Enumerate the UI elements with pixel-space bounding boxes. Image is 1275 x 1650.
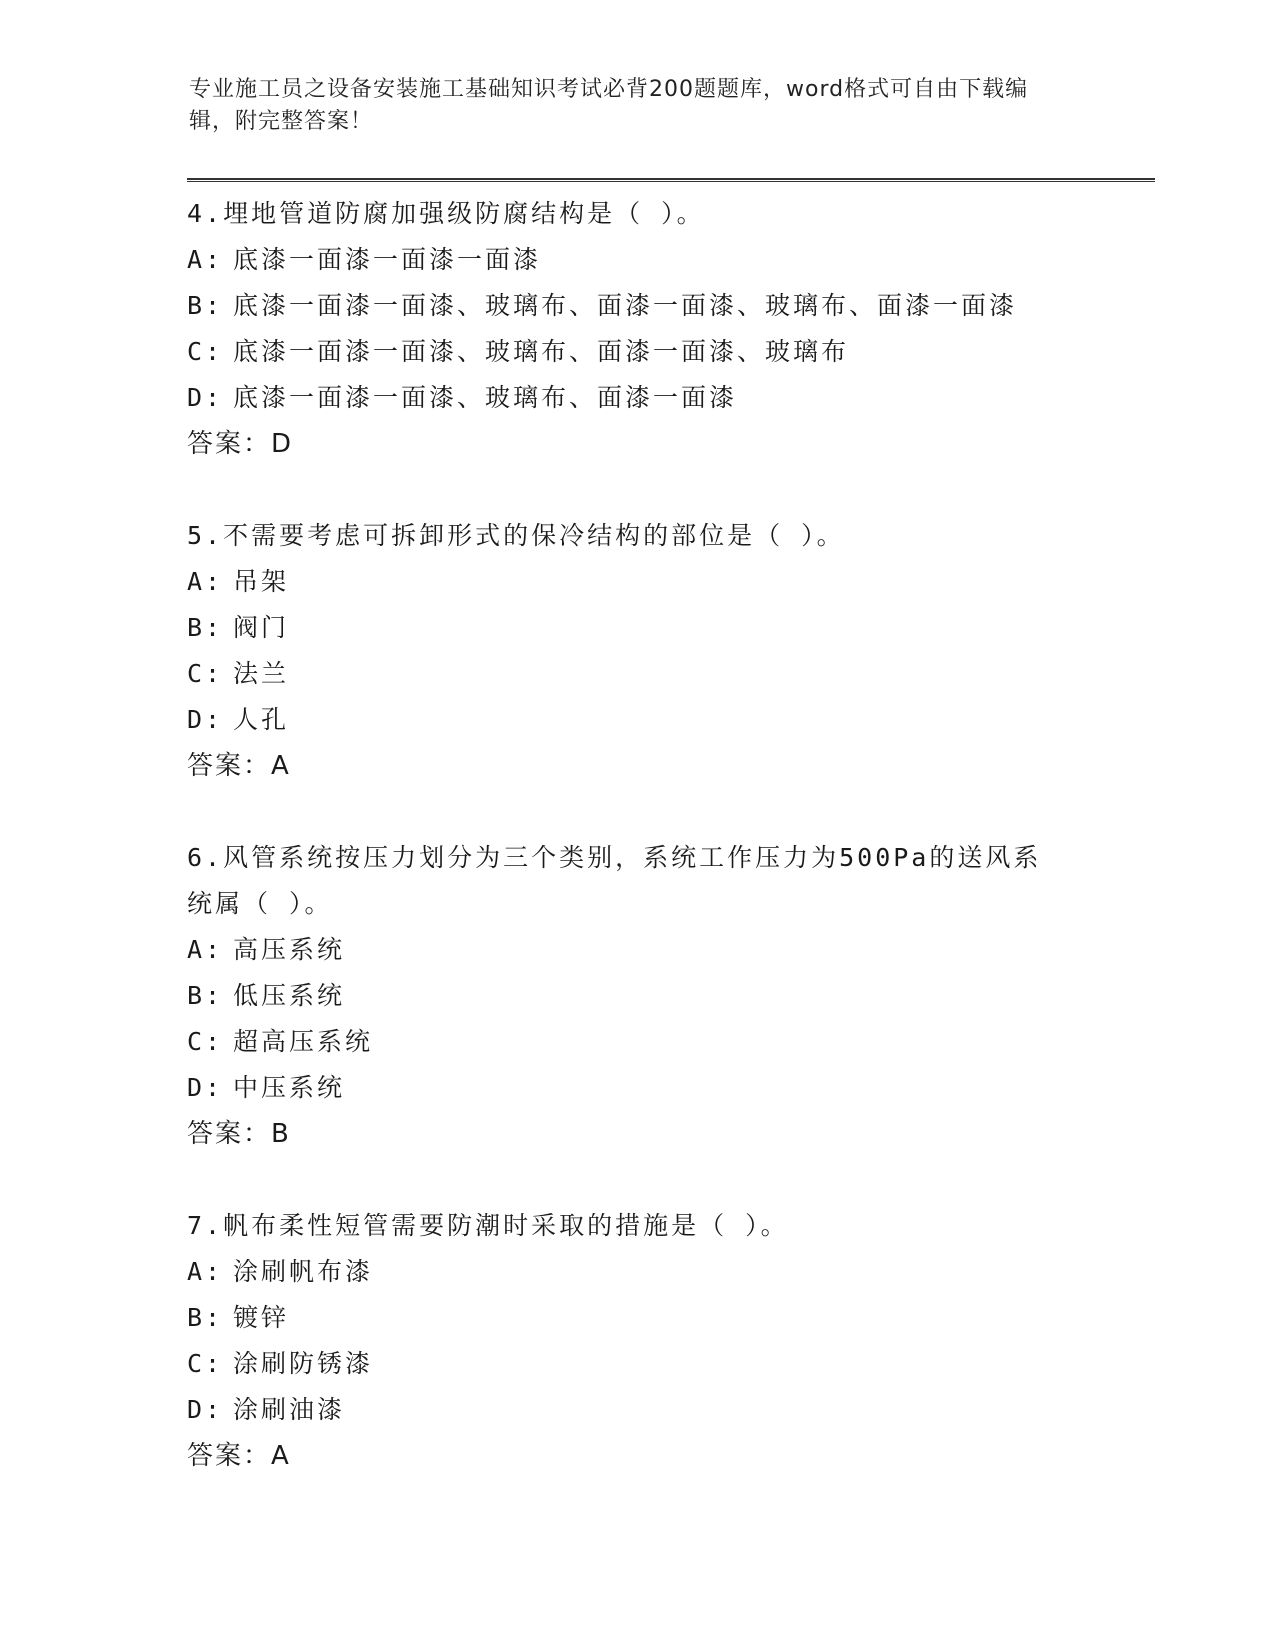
option-a bbox=[187, 237, 1087, 283]
option-text: 底漆一面漆一面漆、玻璃布、面漆一面漆、玻璃布、面漆一面漆 bbox=[233, 291, 1018, 320]
question-stem: 7.帆布柔性短管需要防潮时采取的措施是（ ）。 bbox=[187, 1211, 789, 1240]
option-letter: C: bbox=[187, 1349, 224, 1378]
option-letter: D: bbox=[187, 1073, 224, 1102]
option-b bbox=[187, 973, 1087, 1019]
option-text: 人孔 bbox=[233, 705, 290, 734]
option-c bbox=[187, 1019, 1087, 1065]
question-item bbox=[187, 513, 1087, 789]
option-text: 法兰 bbox=[233, 659, 290, 688]
option-text: 涂刷油漆 bbox=[233, 1395, 346, 1424]
option-b bbox=[187, 605, 1087, 651]
option-text: 超高压系统 bbox=[233, 1027, 374, 1056]
option-text: 底漆一面漆一面漆、玻璃布、面漆一面漆 bbox=[233, 383, 738, 412]
option-text: 涂刷帆布漆 bbox=[233, 1257, 374, 1286]
answer-line: 答案：A bbox=[187, 1441, 291, 1471]
option-text: 底漆一面漆一面漆、玻璃布、面漆一面漆、玻璃布 bbox=[233, 337, 850, 366]
option-d bbox=[187, 697, 1087, 743]
option-letter: A: bbox=[187, 245, 224, 274]
option-letter: B: bbox=[187, 981, 224, 1010]
option-text: 底漆一面漆一面漆一面漆 bbox=[233, 245, 542, 274]
option-letter: A: bbox=[187, 567, 224, 596]
option-text: 低压系统 bbox=[233, 981, 346, 1010]
option-c bbox=[187, 1341, 1087, 1387]
option-text: 吊架 bbox=[233, 567, 290, 596]
option-a bbox=[187, 927, 1087, 973]
option-letter: D: bbox=[187, 705, 224, 734]
option-b bbox=[187, 283, 1087, 329]
option-text: 高压系统 bbox=[233, 935, 346, 964]
document-title: 专业施工员之设备安装施工基础知识考试必背200题题库，word格式可自由下载编辑，附完整答案！ bbox=[189, 77, 1029, 134]
answer-line: 答案：A bbox=[187, 751, 291, 781]
option-letter: B: bbox=[187, 613, 224, 642]
option-text: 镀锌 bbox=[233, 1303, 290, 1332]
option-letter: C: bbox=[187, 1027, 224, 1056]
option-letter: C: bbox=[187, 659, 224, 688]
option-d bbox=[187, 1065, 1087, 1111]
option-text: 涂刷防锈漆 bbox=[233, 1349, 374, 1378]
option-a bbox=[187, 559, 1087, 605]
option-letter: A: bbox=[187, 935, 224, 964]
question-list bbox=[187, 191, 1087, 1525]
option-letter: B: bbox=[187, 1303, 224, 1332]
question-stem: 6.风管系统按压力划分为三个类别，系统工作压力为500Pa的送风系统属（ ）。 bbox=[187, 843, 1042, 918]
answer-line: 答案：B bbox=[187, 1119, 291, 1149]
question-stem: 4.埋地管道防腐加强级防腐结构是（ ）。 bbox=[187, 199, 705, 228]
option-a bbox=[187, 1249, 1087, 1295]
option-letter: A: bbox=[187, 1257, 224, 1286]
option-text: 阀门 bbox=[233, 613, 290, 642]
option-c bbox=[187, 651, 1087, 697]
question-item bbox=[187, 835, 1087, 1157]
question-item bbox=[187, 1203, 1087, 1479]
option-d bbox=[187, 1387, 1087, 1433]
option-letter: D: bbox=[187, 383, 224, 412]
header-divider bbox=[187, 178, 1155, 182]
option-text: 中压系统 bbox=[233, 1073, 346, 1102]
option-d bbox=[187, 375, 1087, 421]
option-b bbox=[187, 1295, 1087, 1341]
question-item bbox=[187, 191, 1087, 467]
option-letter: B: bbox=[187, 291, 224, 320]
option-c bbox=[187, 329, 1087, 375]
option-letter: C: bbox=[187, 337, 224, 366]
question-stem: 5.不需要考虑可拆卸形式的保冷结构的部位是（ ）。 bbox=[187, 521, 845, 550]
answer-line: 答案：D bbox=[187, 429, 294, 459]
option-letter: D: bbox=[187, 1395, 224, 1424]
